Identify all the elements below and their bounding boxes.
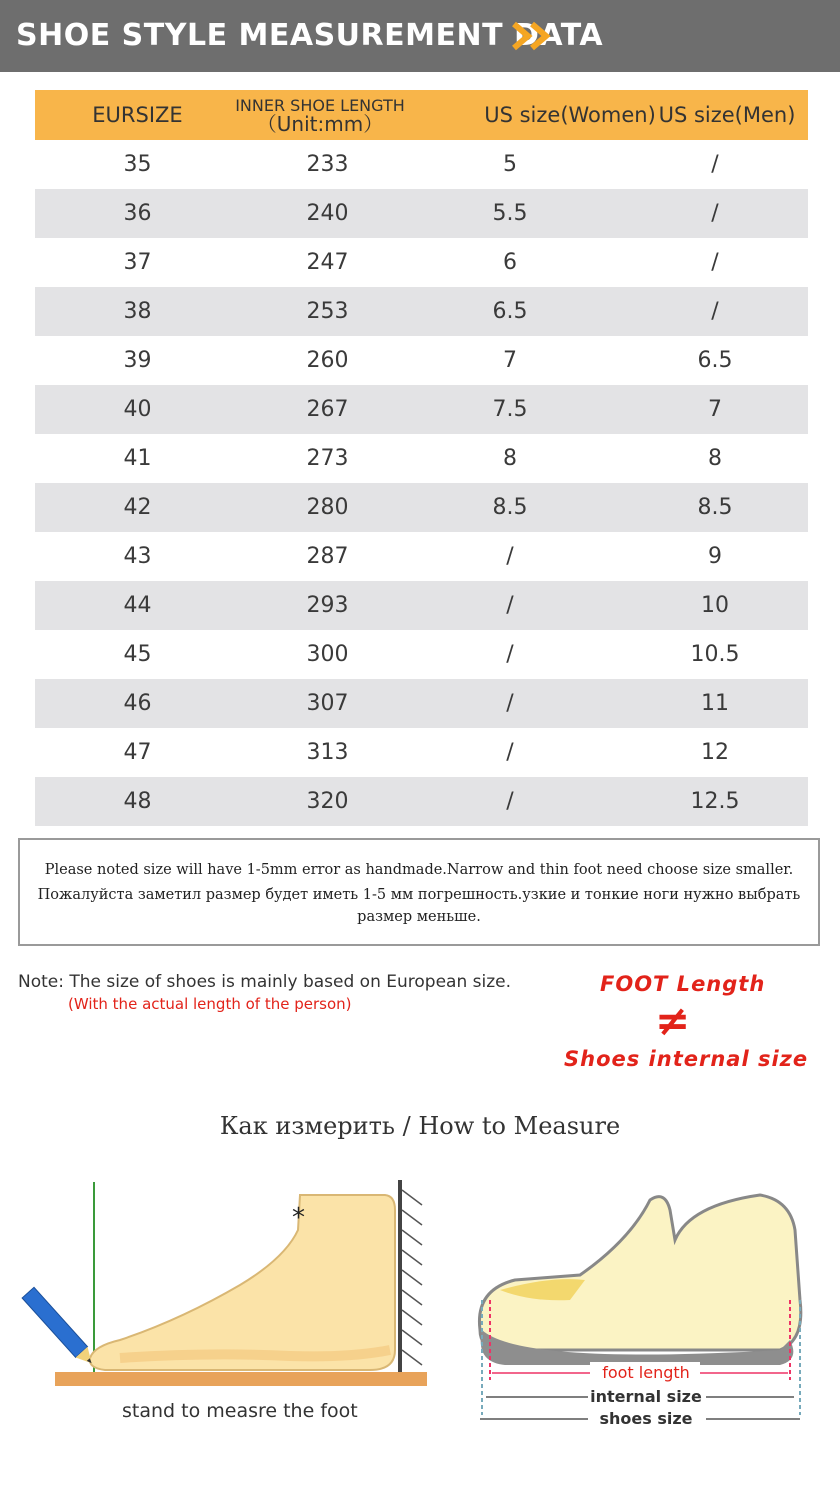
cell-inner-length: 280 bbox=[306, 495, 349, 520]
cell-us-men: / bbox=[711, 201, 719, 226]
cell-eursize: 36 bbox=[123, 201, 152, 226]
shoe-size-diagram bbox=[460, 1180, 820, 1440]
cell-inner-length: 260 bbox=[306, 348, 349, 373]
cell-inner-length: 307 bbox=[306, 691, 349, 716]
page-title: SHOE STYLE MEASUREMENT DATA bbox=[16, 18, 604, 53]
cell-us-women: 8 bbox=[503, 446, 517, 471]
cell-us-men: 8 bbox=[708, 446, 722, 471]
table-row bbox=[35, 728, 808, 777]
cell-us-men: 10.5 bbox=[690, 642, 740, 667]
cell-inner-length: 287 bbox=[306, 544, 349, 569]
cell-us-men: / bbox=[711, 152, 719, 177]
measure-caption: stand to measre the foot bbox=[122, 1400, 358, 1422]
notice-russian: Пожалуйста заметил размер будет иметь 1-5 мм погрешность.узкие и тонкие ноги нужно выбрать размер меньше. bbox=[37, 887, 801, 925]
cell-us-women: 5 bbox=[503, 152, 517, 177]
cell-us-men: / bbox=[711, 299, 719, 324]
table-row bbox=[35, 238, 808, 287]
table-row bbox=[35, 140, 808, 189]
cell-eursize: 35 bbox=[123, 152, 152, 177]
table-row bbox=[35, 385, 808, 434]
foot-measure-illustration bbox=[10, 1170, 430, 1400]
size-table bbox=[35, 90, 808, 826]
cell-eursize: 38 bbox=[123, 299, 152, 324]
handmade-notice bbox=[18, 838, 820, 946]
size-note: Note: The size of shoes is mainly based on European size. bbox=[18, 972, 511, 992]
cell-us-women: 8.5 bbox=[492, 495, 528, 520]
not-equal-symbol: ≠ bbox=[655, 996, 691, 1045]
table-row bbox=[35, 532, 808, 581]
cell-us-women: 6.5 bbox=[492, 299, 528, 324]
table-row bbox=[35, 287, 808, 336]
cell-eursize: 41 bbox=[123, 446, 152, 471]
foot-length-text: foot length bbox=[602, 1363, 690, 1382]
header-eursize: EURSIZE bbox=[92, 103, 183, 127]
cell-us-women: 6 bbox=[503, 250, 517, 275]
cell-inner-length: 320 bbox=[306, 789, 349, 814]
cell-us-women: / bbox=[506, 642, 514, 667]
cell-us-men: 6.5 bbox=[697, 348, 733, 373]
cell-inner-length: 293 bbox=[306, 593, 349, 618]
internal-size-text: internal size bbox=[590, 1387, 702, 1406]
header-us-women: US size(Women) bbox=[484, 103, 656, 127]
cell-us-men: / bbox=[711, 250, 719, 275]
cell-inner-length: 273 bbox=[306, 446, 349, 471]
table-row bbox=[35, 581, 808, 630]
cell-us-men: 7 bbox=[708, 397, 722, 422]
svg-text:*: * bbox=[292, 1203, 305, 1233]
page-header bbox=[0, 0, 840, 72]
internal-size-label: Shoes internal size bbox=[564, 1047, 809, 1071]
cell-us-women: / bbox=[506, 544, 514, 569]
table-row bbox=[35, 483, 808, 532]
size-note-sub: (With the actual length of the person) bbox=[68, 995, 352, 1013]
cell-eursize: 42 bbox=[123, 495, 152, 520]
cell-inner-length: 240 bbox=[306, 201, 349, 226]
cell-us-women: 7 bbox=[503, 348, 517, 373]
cell-eursize: 39 bbox=[123, 348, 152, 373]
table-row bbox=[35, 777, 808, 826]
cell-us-women: / bbox=[506, 593, 514, 618]
header-inner-length-label: INNER SHOE LENGTH bbox=[235, 96, 405, 115]
notice-english: Please noted size will have 1-5mm error as handmade.Narrow and thin foot need choose size smaller. bbox=[44, 862, 794, 878]
cell-inner-length: 253 bbox=[306, 299, 349, 324]
table-row bbox=[35, 679, 808, 728]
cell-inner-length: 267 bbox=[306, 397, 349, 422]
cell-us-men: 8.5 bbox=[697, 495, 733, 520]
cell-eursize: 46 bbox=[123, 691, 152, 716]
table-header bbox=[35, 90, 808, 140]
cell-eursize: 40 bbox=[123, 397, 152, 422]
header-inner-length-unit: （Unit:mm） bbox=[256, 112, 384, 136]
table-row bbox=[35, 189, 808, 238]
table-row bbox=[35, 630, 808, 679]
cell-us-women: / bbox=[506, 740, 514, 765]
cell-eursize: 37 bbox=[123, 250, 152, 275]
header-us-men: US size(Men) bbox=[658, 103, 796, 127]
table-row bbox=[35, 434, 808, 483]
cell-us-men: 12.5 bbox=[690, 789, 740, 814]
cell-eursize: 47 bbox=[123, 740, 152, 765]
cell-eursize: 43 bbox=[123, 544, 152, 569]
header-inner-length bbox=[220, 90, 420, 140]
cell-inner-length: 233 bbox=[306, 152, 349, 177]
shoes-size-text: shoes size bbox=[599, 1409, 693, 1428]
cell-us-women: 5.5 bbox=[492, 201, 528, 226]
cell-us-women: 7.5 bbox=[492, 397, 528, 422]
foot-length-label: FOOT Length bbox=[600, 972, 766, 996]
cell-eursize: 48 bbox=[123, 789, 152, 814]
table-body bbox=[35, 140, 808, 826]
cell-eursize: 44 bbox=[123, 593, 152, 618]
cell-us-men: 11 bbox=[701, 691, 729, 716]
cell-inner-length: 247 bbox=[306, 250, 349, 275]
how-to-measure-title: Как измерить / How to Measure bbox=[219, 1112, 621, 1140]
double-chevron-right-icon bbox=[510, 20, 554, 52]
cell-us-women: / bbox=[506, 789, 514, 814]
table-row bbox=[35, 336, 808, 385]
cell-eursize: 45 bbox=[123, 642, 152, 667]
cell-inner-length: 313 bbox=[306, 740, 349, 765]
cell-us-men: 10 bbox=[701, 593, 729, 618]
cell-us-women: / bbox=[506, 691, 514, 716]
cell-us-men: 12 bbox=[701, 740, 729, 765]
cell-us-men: 9 bbox=[708, 544, 722, 569]
cell-inner-length: 300 bbox=[306, 642, 349, 667]
